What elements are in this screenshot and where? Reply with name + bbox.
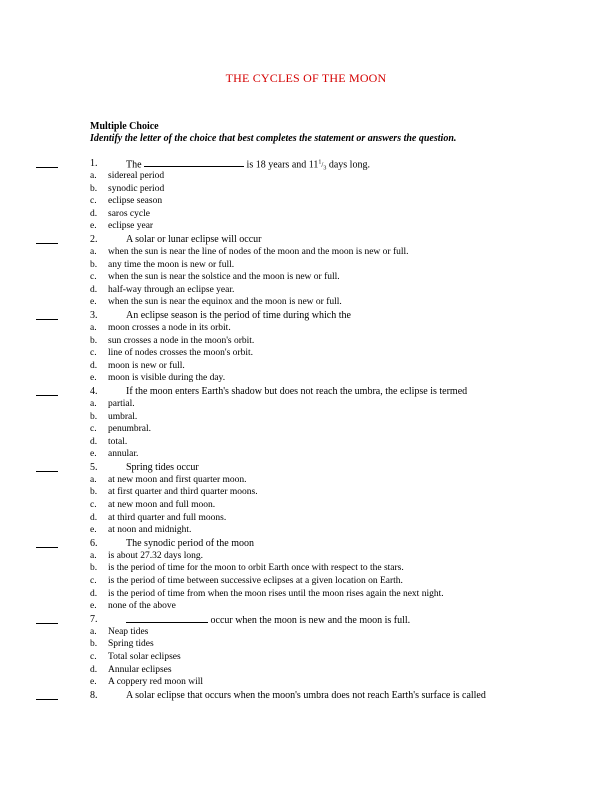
option-letter: b. (90, 259, 98, 270)
option-text: at third quarter and full moons. (108, 512, 227, 523)
question-2 (0, 233, 612, 246)
stem-end: days long. (328, 159, 370, 171)
option-row[interactable] (0, 486, 612, 499)
option-row[interactable] (0, 448, 612, 461)
option-row[interactable] (0, 474, 612, 487)
option-text: A coppery red moon will (108, 677, 203, 688)
option-letter: d. (90, 360, 98, 371)
option-text: Annular eclipses (108, 664, 172, 675)
question-number: 3. (90, 309, 98, 321)
option-text: saros cycle (108, 208, 150, 219)
option-row[interactable] (0, 600, 612, 613)
question-stem (126, 613, 410, 627)
option-row[interactable] (0, 271, 612, 284)
option-letter: c. (90, 196, 97, 207)
option-letter: d. (90, 284, 98, 295)
option-letter: e. (90, 221, 97, 232)
question-stem: The synodic period of the moon (126, 537, 255, 549)
option-row[interactable] (0, 220, 612, 233)
option-text: sidereal period (108, 171, 165, 181)
option-letter: e. (90, 297, 97, 308)
answer-blank[interactable] (36, 319, 58, 320)
fill-in-blank[interactable] (126, 613, 208, 623)
option-text: sun crosses a node in the moon's orbit. (108, 335, 255, 346)
option-letter: b. (90, 183, 98, 194)
question-stem: If the moon enters Earth's shadow but does not reach the umbra, the eclipse is termed (126, 385, 468, 397)
fraction: $^1/_3$ (318, 160, 327, 172)
option-row[interactable] (0, 335, 612, 348)
option-row[interactable] (0, 676, 612, 689)
option-text: eclipse season (108, 196, 163, 207)
option-letter: a. (90, 246, 97, 257)
option-letter: e. (90, 525, 97, 536)
option-text: is the period of time between successive eclipses at a given location on Earth. (108, 576, 403, 587)
option-row[interactable] (0, 360, 612, 373)
option-text: penumbral. (108, 424, 152, 435)
option-letter: b. (90, 639, 98, 650)
option-text: at first quarter and third quarter moons. (108, 487, 258, 498)
option-text: is the period of time for the moon to orbit Earth once with respect to the stars. (108, 563, 404, 574)
option-letter: d. (90, 664, 98, 675)
option-letter: c. (90, 652, 97, 662)
option-text: moon is visible during the day. (108, 373, 226, 384)
question-number: 2. (90, 233, 98, 245)
option-text: at new moon and full moon. (108, 500, 216, 511)
option-row[interactable] (0, 195, 612, 208)
question-number: 1. (90, 158, 98, 169)
option-row[interactable] (0, 259, 612, 272)
option-text: at new moon and first quarter moon. (108, 474, 247, 485)
question-number: 4. (90, 385, 98, 397)
stem-after: occur when the moon is new and the moon is full. (210, 614, 411, 626)
option-text: synodic period (108, 183, 165, 194)
option-letter: a. (90, 171, 97, 181)
question-stem: A solar eclipse that occurs when the moon's umbra does not reach Earth's surface is called (126, 689, 486, 701)
option-row[interactable] (0, 372, 612, 385)
option-row[interactable] (0, 436, 612, 449)
option-row[interactable] (0, 664, 612, 677)
question-7 (0, 613, 612, 626)
option-row[interactable] (0, 499, 612, 512)
option-text: when the sun is near the equinox and the moon is new or full. (108, 297, 342, 308)
option-letter: b. (90, 563, 98, 574)
option-text: any time the moon is new or full. (108, 259, 235, 270)
stem-before: The (126, 159, 142, 171)
option-row[interactable] (0, 562, 612, 575)
option-letter: c. (90, 348, 97, 359)
answer-blank[interactable] (36, 547, 58, 548)
option-text: eclipse year (108, 221, 154, 232)
option-row[interactable] (0, 322, 612, 335)
option-letter: e. (90, 677, 97, 688)
option-letter: b. (90, 487, 98, 498)
question-1 (0, 157, 612, 170)
option-row[interactable] (0, 512, 612, 525)
option-letter: c. (90, 576, 97, 587)
question-4 (0, 385, 612, 398)
option-row[interactable] (0, 423, 612, 436)
question-6 (0, 537, 612, 550)
option-letter: a. (90, 398, 97, 409)
question-number: 8. (90, 689, 98, 701)
option-row[interactable] (0, 398, 612, 411)
option-letter: e. (90, 449, 97, 460)
option-letter: e. (90, 601, 97, 612)
option-row[interactable] (0, 550, 612, 563)
option-row[interactable] (0, 284, 612, 297)
option-text: moon is new or full. (108, 360, 185, 371)
answer-blank[interactable] (36, 167, 58, 168)
question-3 (0, 309, 612, 322)
option-letter: a. (90, 550, 97, 561)
option-row[interactable] (0, 183, 612, 196)
stem-after: is 18 years and 11 (246, 159, 319, 171)
option-row[interactable] (0, 296, 612, 309)
question-8 (0, 689, 612, 702)
option-row[interactable] (0, 246, 612, 259)
option-text: total. (108, 436, 128, 447)
question-stem: A solar or lunar eclipse will occur (126, 233, 262, 245)
option-text: line of nodes crosses the moon's orbit. (108, 348, 253, 359)
option-text: partial. (108, 398, 135, 409)
option-letter: c. (90, 500, 97, 511)
option-row[interactable] (0, 626, 612, 639)
option-letter: a. (90, 322, 97, 333)
answer-blank[interactable] (36, 243, 58, 244)
option-row[interactable] (0, 208, 612, 221)
option-text: annular. (108, 449, 139, 460)
question-5 (0, 461, 612, 474)
question-number: 5. (90, 461, 98, 473)
option-text: at noon and midnight. (108, 525, 192, 536)
answer-blank[interactable] (36, 699, 58, 700)
option-text: when the sun is near the solstice and the moon is new or full. (108, 272, 340, 283)
option-text: is the period of time from when the moon rises until the moon rises again the next night. (108, 588, 444, 599)
option-text: umbral. (108, 411, 138, 422)
option-letter: a. (90, 626, 97, 637)
answer-blank[interactable] (36, 471, 58, 472)
option-text: Neap tides (108, 626, 149, 637)
option-letter: d. (90, 512, 98, 523)
question-number: 6. (90, 537, 98, 549)
answer-blank[interactable] (36, 623, 58, 624)
option-letter: c. (90, 272, 97, 283)
option-row[interactable] (0, 638, 612, 651)
option-letter: d. (90, 208, 98, 219)
section-heading: Multiple Choice (90, 121, 159, 132)
option-text: moon crosses a node in its orbit. (108, 322, 231, 333)
option-row[interactable] (0, 575, 612, 588)
answer-blank[interactable] (36, 395, 58, 396)
option-letter: a. (90, 474, 97, 485)
option-text: Spring tides (108, 639, 154, 650)
page-title: THE CYCLES OF THE MOON (225, 71, 387, 85)
option-text: when the sun is near the line of nodes of the moon and the moon is new or full. (108, 246, 409, 257)
option-letter: d. (90, 588, 98, 599)
option-row[interactable] (0, 651, 612, 664)
option-row[interactable] (0, 170, 612, 183)
fill-in-blank[interactable] (144, 157, 244, 167)
option-row[interactable] (0, 347, 612, 360)
option-letter: c. (90, 424, 97, 435)
question-stem: Spring tides occur (126, 461, 199, 473)
option-letter: b. (90, 411, 98, 422)
option-text: none of the above (108, 601, 176, 612)
section-instructions: Identify the letter of the choice that best completes the statement or answers the question. (90, 133, 457, 144)
option-text: half-way through an eclipse year. (108, 284, 235, 295)
option-row[interactable] (0, 588, 612, 601)
question-list (0, 157, 612, 702)
option-text: is about 27.32 days long. (108, 550, 203, 561)
question-number: 7. (90, 613, 98, 625)
option-row[interactable] (0, 411, 612, 424)
option-letter: d. (90, 436, 98, 447)
option-text: Total solar eclipses (108, 652, 181, 662)
option-letter: e. (90, 373, 97, 384)
option-row[interactable] (0, 524, 612, 537)
option-letter: b. (90, 335, 98, 346)
section-header (90, 121, 590, 145)
question-stem: An eclipse season is the period of time during which the (126, 309, 351, 321)
